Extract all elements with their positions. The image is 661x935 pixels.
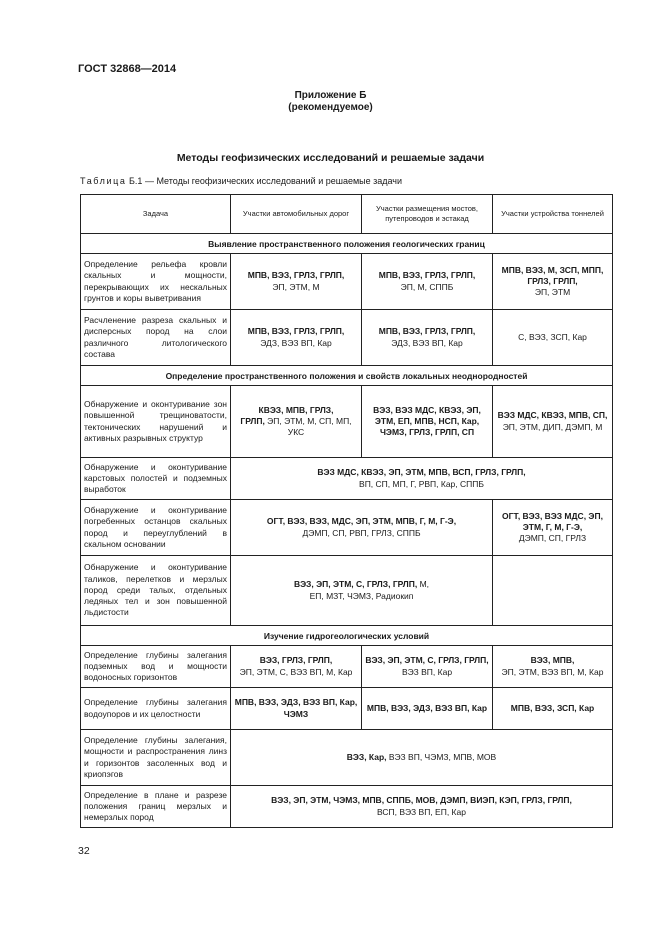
section-title: Изучение гидрогеологических условий — [81, 626, 613, 646]
table-caption-label: Таблица — [80, 176, 127, 186]
table-row — [81, 688, 613, 730]
table-row — [81, 556, 613, 626]
task-cell: Обнаружение и оконтуривание таликов, перелетков и мерзлых пород среди талых, отдельных ледяных тел и зон повышенной льдистости — [81, 556, 231, 626]
section-row — [81, 366, 613, 386]
table-row — [81, 386, 613, 458]
col-header-tunnels: Участки устройства тоннелей — [493, 195, 613, 234]
task-cell: Обнаружение и оконтуривание карстовых полостей и подземных выработок — [81, 458, 231, 500]
tunnels-cell-empty — [493, 556, 613, 626]
appendix-heading — [0, 90, 661, 114]
table-row — [81, 730, 613, 786]
roads-bridges-cell: ВЭЗ, ЭП, ЭТМ, С, ГРЛЗ, ГРЛП, М, ЕП, МЗТ, ЧЭМЗ, Радиокип — [231, 556, 493, 626]
table-caption-number: Б.1 — [129, 176, 143, 186]
all-sites-cell: ВЭЗ, ЭП, ЭТМ, ЧЭМЗ, МПВ, СППБ, МОВ, ДЭМП, ВИЭП, КЭП, ГРЛЗ, ГРЛП, ВСП, ВЭЗ ВП, ЕП, Кар — [231, 786, 613, 828]
table-row — [81, 310, 613, 366]
section-row — [81, 626, 613, 646]
bridges-cell: МПВ, ВЭЗ, ГРЛЗ, ГРЛП, ЭП, М, СППБ — [362, 254, 493, 310]
main-title: Методы геофизических исследований и решаемые задачи — [176, 152, 485, 164]
table-row — [81, 254, 613, 310]
task-cell: Обнаружение и оконтуривание погребенных останцов скальных пород и переуглублений в скальном основании — [81, 500, 231, 556]
tunnels-cell: ВЭЗ МДС, КВЭЗ, МПВ, СП, ЭП, ЭТМ, ДИП, ДЭМП, М — [493, 386, 613, 458]
bridges-cell: ВЭЗ, ВЭЗ МДС, КВЭЗ, ЭП, ЭТМ, ЕП, МПВ, НСП, Кар, ЧЭМЗ, ГРЛЗ, ГРЛП, СП — [362, 386, 493, 458]
task-cell: Определение рельефа кровли скальных и мощности, перекрывающих их нескальных грунтов и коры выветривания — [81, 254, 231, 310]
appendix-title: Приложение Б — [294, 90, 367, 101]
roads-cell: МПВ, ВЭЗ, ЭДЗ, ВЭЗ ВП, Кар, ЧЭМЗ — [231, 688, 362, 730]
table-row — [81, 646, 613, 688]
bridges-cell: ВЭЗ, ЭП, ЭТМ, С, ГРЛЗ, ГРЛП, ВЭЗ ВП, Кар — [362, 646, 493, 688]
task-cell: Расчленение разреза скальных и дисперсных пород на слои различного литологического состава — [81, 310, 231, 366]
bridges-cell: МПВ, ВЭЗ, ГРЛЗ, ГРЛП, ЭДЗ, ВЭЗ ВП, Кар — [362, 310, 493, 366]
all-sites-cell: ВЭЗ МДС, КВЭЗ, ЭП, ЭТМ, МПВ, ВСП, ГРЛЗ, ГРЛП, ВП, СП, МП, Г, РВП, Кар, СППБ — [231, 458, 613, 500]
table-header-row — [81, 195, 613, 234]
tunnels-cell: МПВ, ВЭЗ, ЗСП, Кар — [493, 688, 613, 730]
roads-cell: КВЭЗ, МПВ, ГРЛЗ, ГРЛП, ЭП, ЭТМ, М, СП, МП, УКС — [231, 386, 362, 458]
standard-header: ГОСТ 32868—2014 — [78, 63, 177, 75]
table-row — [81, 458, 613, 500]
col-header-roads: Участки автомобильных дорог — [231, 195, 362, 234]
all-sites-cell: ВЭЗ, Кар, ВЭЗ ВП, ЧЭМЗ, МПВ, МОВ — [231, 730, 613, 786]
table-caption — [80, 176, 402, 186]
col-header-task: Задача — [81, 195, 231, 234]
task-cell: Определение в плане и разрезе положения границ мерзлых и немерзлых пород — [81, 786, 231, 828]
section-row — [81, 234, 613, 254]
table-caption-text: — Методы геофизических исследований и решаемые задачи — [142, 176, 403, 186]
task-cell: Определение глубины залегания, мощности и распространения линз и горизонтов засоленных вод и криопэгов — [81, 730, 231, 786]
roads-cell: МПВ, ВЭЗ, ГРЛЗ, ГРЛП, ЭП, ЭТМ, М — [231, 254, 362, 310]
tunnels-cell: МПВ, ВЭЗ, М, ЗСП, МПП, ГРЛЗ, ГРЛП, ЭП, ЭТМ — [493, 254, 613, 310]
appendix-subtitle: (рекомендуемое) — [288, 102, 373, 113]
methods-table — [80, 194, 613, 828]
tunnels-cell: С, ВЭЗ, ЗСП, Кар — [493, 310, 613, 366]
section-title: Определение пространственного положения и свойств локальных неоднородностей — [81, 366, 613, 386]
roads-cell: МПВ, ВЭЗ, ГРЛЗ, ГРЛП, ЭДЗ, ВЭЗ ВП, Кар — [231, 310, 362, 366]
tunnels-cell: ОГТ, ВЭЗ, ВЭЗ МДС, ЭП, ЭТМ, Г, М, Г-Э, ДЭМП, СП, ГРЛЗ — [493, 500, 613, 556]
table-row — [81, 500, 613, 556]
col-header-bridges: Участки размещения мостов, путепроводов и эстакад — [362, 195, 493, 234]
roads-cell: ВЭЗ, ГРЛЗ, ГРЛП, ЭП, ЭТМ, С, ВЭЗ ВП, М, Кар — [231, 646, 362, 688]
table-row — [81, 786, 613, 828]
bridges-cell: МПВ, ВЭЗ, ЭДЗ, ВЭЗ ВП, Кар — [362, 688, 493, 730]
page-number: 32 — [78, 845, 90, 857]
task-cell: Определение глубины залегания подземных вод и мощности водоносных горизонтов — [81, 646, 231, 688]
section-title: Выявление пространственного положения геологических границ — [81, 234, 613, 254]
task-cell: Обнаружение и оконтуривание зон повышенной трещиноватости, тектонических нарушений и активных разрывных структур — [81, 386, 231, 458]
tunnels-cell: ВЭЗ, МПВ, ЭП, ЭТМ, ВЭЗ ВП, М, Кар — [493, 646, 613, 688]
roads-bridges-cell: ОГТ, ВЭЗ, ВЭЗ, МДС, ЭП, ЭТМ, МПВ, Г, М, Г-Э, ДЭМП, СП, РВП, ГРЛЗ, СППБ — [231, 500, 493, 556]
task-cell: Определение глубины залегания водоупоров и их целостности — [81, 688, 231, 730]
